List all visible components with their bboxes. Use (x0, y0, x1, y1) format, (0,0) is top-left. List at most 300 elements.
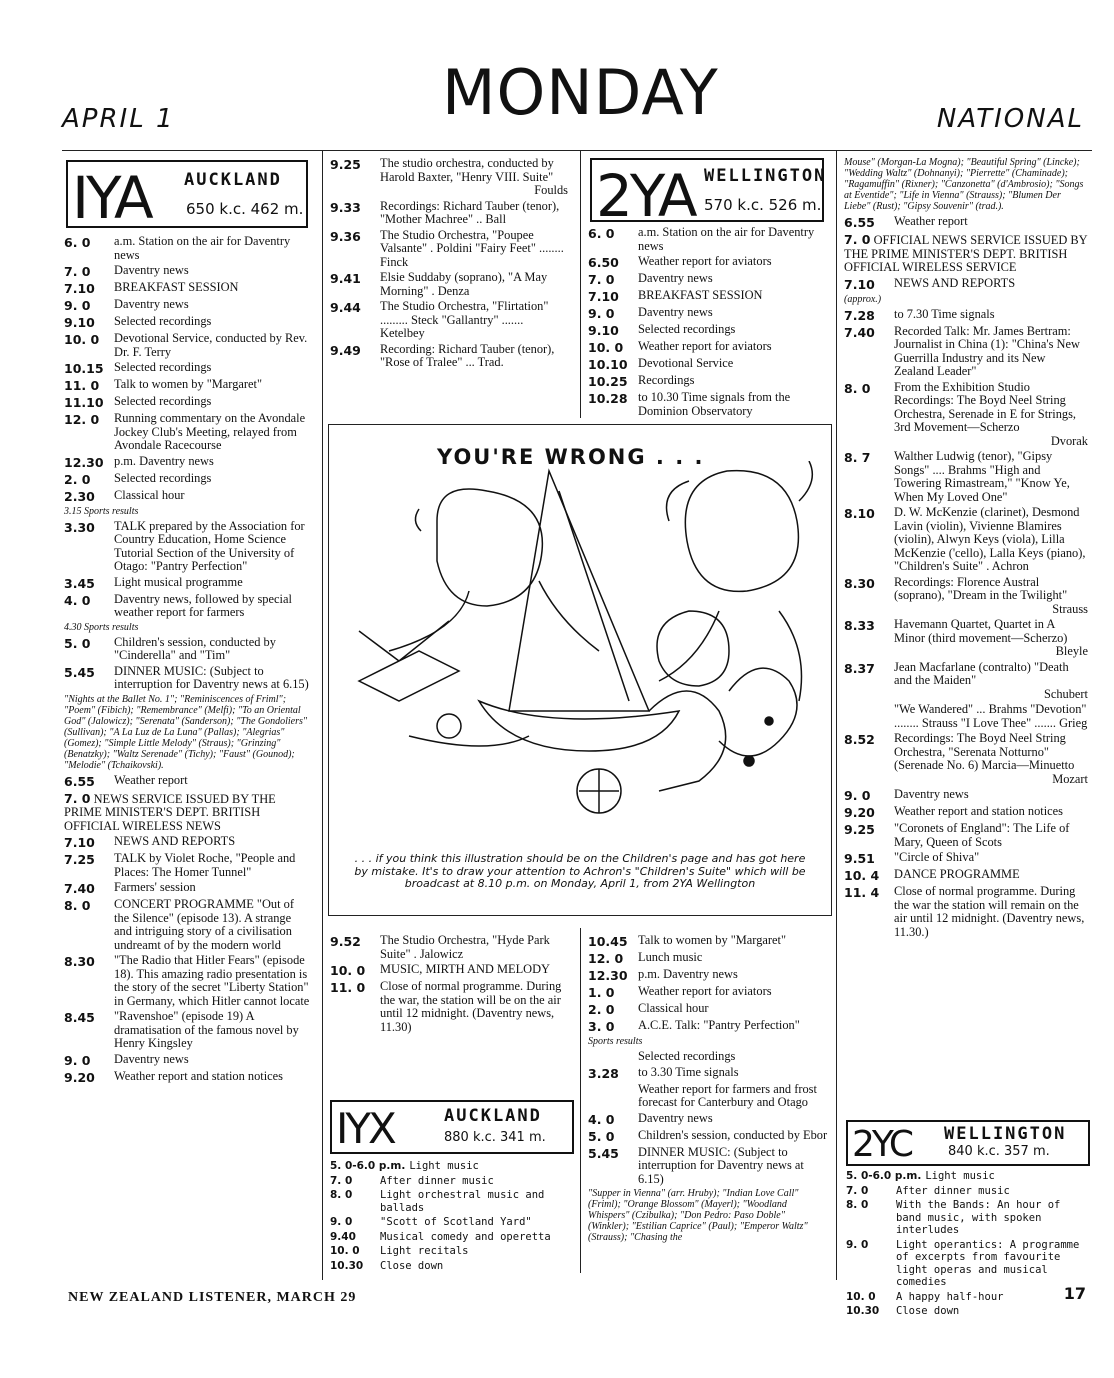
schedule-entry (846, 1170, 1090, 1183)
schedule-entry (64, 881, 312, 896)
schedule-entry (588, 357, 828, 372)
schedule-time: 9. 0 (844, 788, 871, 803)
schedule-time: 8.30 (844, 575, 875, 591)
schedule-time: 8.52 (844, 732, 875, 747)
schedule-time: 12.30 (64, 454, 104, 470)
schedule-time: 8. 0 (64, 898, 91, 913)
schedule-text: Classical hour (638, 1001, 709, 1015)
schedule-note: 4.30 Sports results (64, 621, 139, 633)
composer: Schubert (1043, 686, 1088, 701)
schedule-time: 5. 0-6.0 p.m. (330, 1160, 406, 1172)
schedule-entry (64, 489, 312, 504)
schedule-text: "We Wandered" ... Brahms "Devotion" ........ Strauss "I Love Thee" ....... Grieg (894, 702, 1088, 730)
schedule-text: Talk to women by "Margaret" (638, 933, 787, 947)
schedule-text: Daventry news (114, 263, 189, 277)
schedule-entry (844, 661, 1088, 702)
schedule-description (114, 835, 312, 850)
schedule-description (638, 1129, 828, 1144)
schedule-entry (844, 232, 1088, 275)
schedule-text: Daventry news (638, 1110, 713, 1125)
schedule-time: 9.44 (330, 300, 361, 315)
schedule-text: Light music (925, 1170, 995, 1182)
schedule-entry (330, 980, 574, 1034)
schedule-entry (330, 229, 568, 270)
schedule-text: Daventry news (638, 271, 713, 285)
schedule-time: 7.10 (64, 281, 95, 296)
publication-footer: NEW ZEALAND LISTENER, MARCH 29 (68, 1290, 357, 1305)
schedule-text: Light operantics: A programme of excerpts from favourite light operas and musical comedies (896, 1238, 1080, 1288)
schedule-description (114, 636, 312, 663)
column-rule (580, 150, 581, 418)
schedule-text: The Studio Orchestra, "Hyde Park Suite" . Jalowicz (380, 933, 550, 961)
schedule-time: 9. 0 (330, 1216, 353, 1228)
schedule-text: Walther Ludwig (tenor), "Gipsy Songs" .... Brahms "High and Towering Rimastream," "Know Ye, When My Loved One" (894, 449, 1070, 504)
schedule-time: 9. 0 (846, 1238, 869, 1251)
schedule-description (894, 805, 1088, 820)
schedule-time: 8.45 (64, 1010, 95, 1025)
schedule-description (380, 963, 574, 978)
schedule-description (894, 576, 1088, 617)
schedule-description (894, 788, 1088, 803)
composer: Foulds (534, 183, 568, 197)
schedule-description (894, 450, 1088, 504)
schedule-entry (844, 308, 1088, 323)
schedule-text: BREAKFAST SESSION (638, 288, 763, 302)
schedule-time: 5. 0 (64, 635, 91, 651)
schedule-description (638, 306, 828, 321)
schedule-time: 7. 0 (588, 272, 615, 287)
schedule-description (114, 593, 312, 620)
schedule-entry (64, 281, 312, 296)
schedule-entry (64, 636, 312, 663)
schedule-time: 6. 0 (64, 235, 91, 250)
schedule-text: Recorded Talk: Mr. James Bertram: Journalist in China (1): "China's New Guerrilla Industry and its New Zealand Leader" (894, 323, 1080, 378)
schedule-description (114, 332, 312, 359)
schedule-time: 9.41 (330, 271, 361, 286)
schedule-text: Running commentary on the Avondale Jockey Club's Meeting, relayed from Avondale Racecourse (114, 411, 306, 452)
schedule-description (894, 732, 1088, 786)
schedule-entry (844, 805, 1088, 820)
schedule-entry (330, 343, 568, 370)
schedule-text: to 10.30 Time signals from the Dominion Observatory (638, 390, 791, 418)
schedule-text: With the Bands: An hour of band music, with spoken interludes (896, 1199, 1061, 1236)
schedule-text: Selected recordings (114, 360, 212, 374)
schedule-description (894, 618, 1088, 659)
schedule-text: Light musical programme (114, 574, 243, 589)
schedule-time: 12. 0 (588, 951, 624, 966)
schedule-description (638, 323, 828, 338)
schedule-entry (64, 520, 312, 574)
schedule-entry (588, 1129, 828, 1144)
schedule-time: 8. 7 (844, 450, 871, 465)
schedule-description (114, 774, 312, 789)
schedule-time: 9.20 (64, 1069, 95, 1085)
schedule-text: "Circle of Shiva" (894, 850, 980, 864)
schedule-description (114, 881, 312, 896)
schedule-time: 5.45 (588, 1145, 619, 1161)
schedule-entry (330, 271, 568, 298)
schedule-entry (588, 951, 828, 966)
station-logo: 2YA (596, 162, 695, 230)
schedule-description (114, 954, 312, 1008)
schedule-text: Selected recordings (114, 470, 212, 485)
schedule-time: 3.28 (588, 1065, 619, 1081)
schedule-description (380, 300, 568, 341)
schedule-description (638, 1066, 828, 1081)
schedule-text: TALK by Violet Roche, "People and Places: The Homer Tunnel" (114, 851, 296, 879)
schedule-description (114, 489, 312, 504)
page-number: 17 (1063, 1284, 1086, 1303)
schedule-description (114, 1053, 312, 1068)
schedule-time: 9. 0 (64, 1052, 91, 1068)
schedule-note: 3.15 Sports results (64, 505, 139, 517)
schedule-time: 12. 0 (64, 412, 100, 427)
column-2yc-schedule (846, 1170, 1090, 1320)
schedule-description (894, 325, 1088, 379)
schedule-description (638, 951, 828, 966)
schedule-entry (330, 1231, 574, 1244)
schedule-text: Recordings: The Boyd Neel String Orchestra, "Serenata Notturno" (Serenade No. 6) Marcia—Minuetto (894, 731, 1075, 772)
schedule-time: 2. 0 (588, 1002, 615, 1017)
column-2ya-schedule (588, 226, 828, 420)
station-frequency: 650 k.c. 462 m. (186, 200, 304, 218)
schedule-description (114, 665, 312, 692)
schedule-entry (588, 255, 828, 270)
schedule-text: Daventry news (114, 1051, 189, 1066)
column-1ya-schedule (64, 235, 312, 1087)
schedule-description (114, 898, 312, 952)
schedule-description (894, 277, 1088, 292)
schedule-entry (844, 788, 1088, 803)
schedule-description (896, 1291, 1090, 1304)
schedule-entry (588, 374, 828, 389)
schedule-text: Jean Macfarlane (contralto) "Death and the Maiden" (894, 659, 1069, 687)
schedule-description (380, 343, 568, 370)
schedule-entry (844, 851, 1088, 866)
schedule-entry (588, 934, 828, 949)
schedule-text: Farmers' session (114, 880, 196, 894)
schedule-text: a.m. Station on the air for Daventry news (114, 234, 291, 262)
schedule-description (380, 934, 574, 961)
column-rule (836, 150, 837, 1280)
schedule-time: 7.40 (844, 324, 875, 340)
schedule-entry (588, 306, 828, 321)
schedule-description (380, 157, 568, 198)
schedule-entry (64, 455, 312, 470)
schedule-text: Recordings (638, 373, 695, 387)
schedule-time: 9.52 (330, 934, 361, 949)
schedule-time: 7. 0 (844, 232, 871, 247)
station-logo: IYA (72, 164, 151, 232)
schedule-time: 9.10 (588, 323, 619, 338)
schedule-text: Selected recordings (638, 1049, 736, 1063)
schedule-text: Daventry news (894, 787, 969, 801)
schedule-text: Selected recordings (114, 394, 212, 408)
schedule-text: Recordings: Florence Austral (soprano), "Dream in the Twilight" (894, 574, 1068, 602)
schedule-entry (64, 332, 312, 359)
column-rule (580, 928, 581, 1273)
station-frequency: 570 k.c. 526 m. (704, 196, 822, 214)
station-box-1ya (66, 160, 308, 232)
schedule-entry (588, 1083, 828, 1110)
schedule-entry (64, 1010, 312, 1051)
schedule-text: Weather report (894, 214, 968, 228)
schedule-entry (846, 1239, 1090, 1289)
schedule-description (638, 340, 828, 355)
schedule-description (114, 361, 312, 376)
schedule-entry (588, 391, 828, 418)
schedule-note: "Nights at the Ballet No. 1"; "Reminiscences of Friml"; "Poem" (Fibich); "Remembrance" (Melfi); "To an Oriental God" (Jalowicz); "Serenata" (Sanderson); "The Gondoliers" (Sullivan); "A La Luz de La Luna" (Pallas); "Alegrias" (Gomez); "Simple Little Melody" (Straus); "Grinzing" (Benatzky); "Waltz Serenade" (Tichy); "Faust" (Gounod); "Melodie" (Tchaikovski). (64, 693, 308, 771)
schedule-description (638, 289, 828, 304)
schedule-entry (64, 791, 312, 834)
schedule-time: 10.30 (846, 1305, 880, 1317)
schedule-description (409, 1160, 574, 1173)
schedule-text: Daventry news, followed by special weather report for farmers (114, 591, 292, 619)
schedule-text: A.C.E. Talk: "Pantry Perfection" (638, 1018, 800, 1032)
schedule-time: 7. 0 (330, 1174, 353, 1187)
schedule-text: p.m. Daventry news (638, 967, 738, 981)
schedule-description (896, 1199, 1090, 1237)
schedule-note: Sports results (588, 1036, 643, 1047)
schedule-description (114, 378, 312, 393)
schedule-text: to 3.30 Time signals (638, 1064, 739, 1079)
schedule-description (114, 472, 312, 487)
schedule-time: 11.10 (64, 395, 104, 410)
schedule-description (638, 985, 828, 1000)
schedule-description (380, 1216, 574, 1229)
schedule-time: 8.10 (844, 506, 875, 521)
schedule-text: Talk to women by "Margaret" (114, 377, 263, 391)
schedule-description (638, 1083, 828, 1110)
schedule-time: 4. 0 (64, 592, 91, 608)
schedule-text: BREAKFAST SESSION (114, 280, 239, 294)
schedule-description (638, 357, 828, 372)
schedule-text: Selected recordings (638, 322, 736, 336)
schedule-time: 3.30 (64, 519, 95, 535)
schedule-time: 7.28 (844, 307, 875, 323)
schedule-text: DANCE PROGRAMME (894, 867, 1020, 881)
schedule-description (114, 315, 312, 330)
schedule-time: 7. 0 (846, 1184, 869, 1197)
schedule-entry (588, 323, 828, 338)
schedule-text: Weather report for aviators (638, 339, 772, 353)
schedule-entry (330, 1245, 574, 1258)
schedule-entry (844, 576, 1088, 617)
schedule-time: 8.30 (64, 954, 95, 969)
schedule-description (638, 968, 828, 983)
schedule-description (380, 1260, 574, 1273)
schedule-text: Light recitals (380, 1245, 469, 1257)
schedule-text: The Studio Orchestra, "Flirtation" ......... Steck "Gallantry" ....... Ketelbey (380, 299, 549, 340)
schedule-time: 10. 0 (330, 963, 366, 978)
schedule-text: Close of normal programme. During the war, the station will be on the air until 12 midnight. (Daventry news, 11.30) (380, 979, 562, 1034)
schedule-time: 10. 0 (330, 1245, 360, 1257)
schedule-description (114, 412, 312, 453)
schedule-description (638, 391, 828, 418)
schedule-text: D. W. McKenzie (clarinet), Desmond Lavin (violin), Vivienne Blamires (violin), Alwyn Keys (viola), Lilla McKenzie ('cello), Lalla Keys (piano), "Children's Suite" . Achron (894, 505, 1086, 573)
schedule-time: 2. 0 (64, 471, 91, 487)
schedule-entry (844, 381, 1088, 449)
schedule-entry (330, 1189, 574, 1214)
schedule-description (638, 1002, 828, 1017)
schedule-description (380, 1231, 574, 1244)
schedule-time: 5.45 (64, 664, 95, 680)
schedule-text: DINNER MUSIC: (Subject to interruption for Daventry news at 6.15) (638, 1144, 804, 1186)
schedule-text: "Ravenshoe" (episode 19) A dramatisation of the famous novel by Henry Kingsley (114, 1009, 299, 1050)
schedule-time: 5. 0 (588, 1128, 615, 1144)
schedule-text: a.m. Station on the air for Daventry news (638, 225, 815, 253)
schedule-time: 7. 0 (64, 264, 91, 279)
schedule-entry (844, 822, 1088, 849)
schedule-entry (844, 732, 1088, 786)
schedule-description (114, 1010, 312, 1051)
schedule-time: 7.10 (588, 289, 619, 304)
children-toys-illustration (329, 461, 829, 861)
schedule-time: 5. 0-6.0 p.m. (846, 1170, 922, 1182)
schedule-text: Daventry news (638, 305, 713, 319)
schedule-description (114, 1070, 312, 1085)
schedule-text: DINNER MUSIC: (Subject to interruption for Daventry news at 6.15) (114, 663, 309, 691)
schedule-time: 8. 0 (330, 1189, 353, 1201)
schedule-entry (844, 277, 1088, 292)
page-date: APRIL 1 (62, 104, 175, 134)
schedule-entry (588, 985, 828, 1000)
station-logo: 2YC (852, 1124, 912, 1165)
schedule-description (894, 506, 1088, 574)
schedule-entry (588, 968, 828, 983)
station-box-2ya (590, 158, 827, 230)
station-name: WELLINGTON (704, 166, 827, 186)
schedule-time: 7.40 (64, 881, 95, 896)
schedule-entry (64, 898, 312, 952)
schedule-description (894, 851, 1088, 866)
schedule-entry (64, 852, 312, 879)
schedule-description (638, 1146, 828, 1187)
schedule-entry (64, 412, 312, 453)
schedule-entry (330, 157, 568, 198)
schedule-time: 9.49 (330, 342, 361, 358)
schedule-time: 1. 0 (588, 985, 615, 1000)
schedule-description (638, 255, 828, 270)
schedule-text: A happy half-hour (896, 1290, 1004, 1303)
schedule-description (114, 395, 312, 410)
schedule-note: "Supper in Vienna" (arr. Hruby); "Indian Love Call" (Friml); "Orange Blossom" (Mayerl); "Woodland Whispers" (Czibulka); "Don Pedro: Paso Doble" (Winkler); "Estilian Caprice" (Paul); "Emperor Waltz" (Strauss); "Chasing the (588, 1188, 808, 1243)
schedule-text: "Coronets of England": The Life of Mary, Queen of Scots (894, 821, 1070, 849)
schedule-time: 10.45 (588, 934, 628, 949)
illustration-box (328, 424, 832, 916)
schedule-entry (844, 215, 1088, 230)
schedule-description (894, 308, 1088, 323)
schedule-time: 6. 0 (588, 226, 615, 241)
schedule-text: Close down (380, 1259, 444, 1272)
schedule-entry (846, 1199, 1090, 1237)
schedule-entry (844, 325, 1088, 379)
schedule-text: Devotional Service, conducted by Rev. Dr. F. Terry (114, 331, 308, 359)
page-day-title: MONDAY (442, 56, 719, 129)
schedule-entry (588, 340, 828, 355)
schedule-text: Musical comedy and operetta (380, 1230, 551, 1243)
schedule-time: 6.55 (844, 215, 875, 230)
schedule-text: Elsie Suddaby (soprano), "A May Morning" . Denza (380, 270, 548, 298)
schedule-text: Devotional Service (638, 356, 734, 370)
schedule-time: 9.25 (330, 157, 361, 172)
schedule-time (588, 1083, 638, 1110)
network-label: NATIONAL (936, 104, 1084, 134)
schedule-text: Weather report and station notices (114, 1068, 283, 1083)
station-logo: IYX (336, 1104, 394, 1153)
schedule-entry (588, 1002, 828, 1017)
schedule-description (894, 661, 1088, 702)
schedule-description (925, 1170, 1090, 1183)
schedule-time: 10. 0 (64, 332, 100, 347)
schedule-description: OFFICIAL NEWS SERVICE ISSUED BY THE PRIME MINISTER'S DEPT. BRITISH OFFICIAL WIRELESS SERVICE (844, 233, 1088, 274)
schedule-time: 9.40 (330, 1230, 356, 1243)
schedule-time: 3.45 (64, 575, 95, 591)
illustration-caption: . . . if you think this illustration should be on the Children's page and has got here by mistake. It's to draw your attention to Achron's "Children's Suite" which will be broadcast at 8.10 p.m. on Monday, April 1, from 2YA Wellington (354, 852, 806, 890)
composer: Strauss (1052, 601, 1088, 616)
schedule-text: Weather report for farmers and frost forecast for Canterbury and Otago (638, 1081, 817, 1109)
schedule-entry (64, 954, 312, 1008)
schedule-text: Recordings: Richard Tauber (tenor), "Mother Machree" .. Ball (380, 198, 560, 226)
schedule-entry (64, 665, 312, 692)
schedule-note: (approx.) (844, 293, 882, 305)
schedule-description (114, 264, 312, 279)
schedule-entry (588, 1112, 828, 1127)
schedule-text: After dinner music (380, 1174, 494, 1187)
schedule-time: 9.33 (330, 199, 361, 215)
schedule-text: From the Exhibition Studio Recordings: The Boyd Neel String Orchestra, Serenade in E for Strings, 3rd Movement—Scherzo (894, 379, 1077, 434)
schedule-entry (330, 1260, 574, 1273)
schedule-text: Weather report (114, 772, 188, 787)
schedule-text: Selected recordings (114, 314, 212, 328)
schedule-entry (588, 226, 828, 253)
schedule-description (638, 272, 828, 287)
schedule-text: The studio orchestra, conducted by Harold Baxter, "Henry VIII. Suite" (380, 156, 554, 184)
schedule-description (638, 1050, 828, 1064)
schedule-time: 9.25 (844, 822, 875, 837)
schedule-text: Lunch music (638, 950, 703, 964)
schedule-note: Mouse" (Morgan-La Mogna); "Beautiful Spring" (Lincke); "Wedding Waltz" (Dohnanyi); "Pierrette" (Chaminade); "Ragamuffin" (Rixner); "Canzonetta" (d'Ambrosio); "Songs at Eventide"; "Life in Vienna" (Strauss); "Blumen Der Liebe" (Rust); "Gipsy Souvenir" (trad.). (844, 157, 1084, 212)
schedule-entry (330, 300, 568, 341)
schedule-text: Weather report for aviators (638, 984, 772, 998)
schedule-time: 9.20 (844, 805, 875, 820)
schedule-text: Recording: Richard Tauber (tenor), "Rose of Tralee" ... Trad. (380, 341, 555, 369)
schedule-text: "The Radio that Hitler Fears" (episode 18). This amazing radio presentation is the story of the secret "Liberty Station" in Germany, which Hitler cannot locate (114, 953, 310, 1008)
schedule-time: 8.37 (844, 660, 875, 676)
station-name: WELLINGTON (944, 1124, 1067, 1144)
composer: Dvorak (1050, 433, 1088, 448)
schedule-time (588, 1050, 638, 1064)
schedule-time: 2.30 (64, 488, 95, 504)
schedule-entry (64, 378, 312, 393)
schedule-time: 10. 0 (846, 1290, 876, 1303)
schedule-entry (846, 1305, 1090, 1318)
station-name: AUCKLAND (444, 1106, 542, 1126)
schedule-description (380, 1189, 574, 1214)
schedule-entry (844, 703, 1088, 730)
schedule-time: 10.25 (588, 374, 628, 389)
column-1yx-schedule (330, 1160, 574, 1274)
schedule-description (638, 226, 828, 253)
schedule-entry (844, 618, 1088, 659)
schedule-time: 10.28 (588, 391, 628, 406)
schedule-time: 3. 0 (588, 1019, 615, 1034)
schedule-time: 7.25 (64, 852, 95, 867)
schedule-text: The Studio Orchestra, "Poupee Valsante" . Poldini "Fairy Feet" ........ Finck (380, 227, 564, 269)
schedule-time: 10.15 (64, 361, 104, 376)
schedule-text: Close of normal programme. During the war the station will remain on the air until 12 midnight. (Daventry news, 11.30.) (894, 884, 1085, 939)
schedule-entry (844, 506, 1088, 574)
